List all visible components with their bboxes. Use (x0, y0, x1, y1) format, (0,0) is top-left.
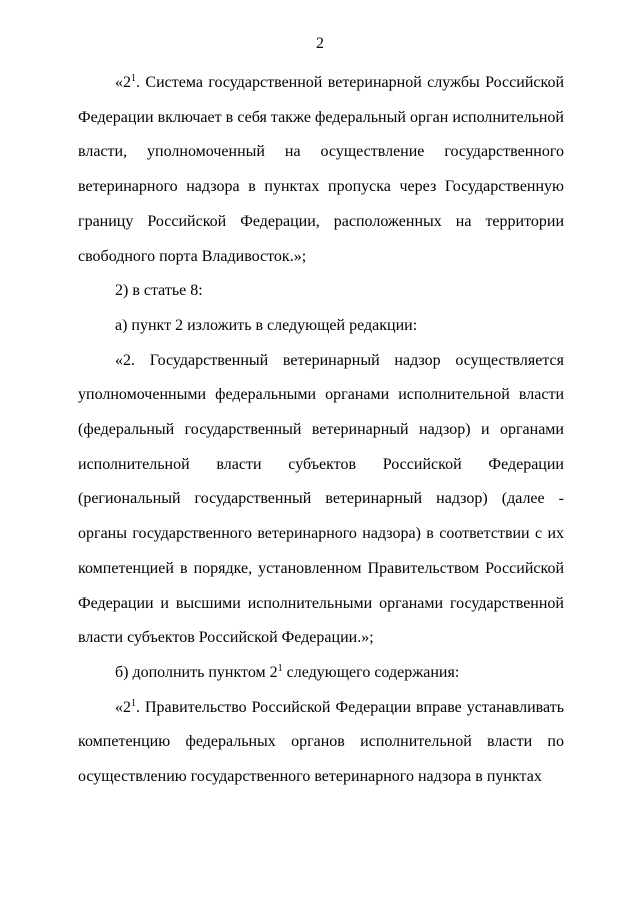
paragraph-text: . Правительство Российской Федерации вправе устанавливать компетенцию федеральных органов исполнительной власти по осуществлению государственного ветеринарного надзора в пунктах (78, 698, 564, 786)
paragraph-text: «2 (115, 74, 131, 91)
superscript: 1 (131, 697, 136, 709)
paragraph-text: б) дополнить пунктом 2 (115, 663, 278, 681)
superscript: 1 (131, 73, 136, 84)
paragraph-text: следующего содержания: (282, 663, 460, 681)
superscript: 1 (277, 662, 283, 674)
paragraph-point-2: «2. Государственный ветеринарный надзор осуществляется уполномоченными федеральными органами исполнительной власти (федеральный государственный ветеринарный надзор) и органами исполнительной власти субъектов Российской Федерации (региональный государственный ветеринарный надзор) (далее - органы государственного ветеринарного надзора) в соответствии с их компетенцией в порядке, установленном Правительством Российской Федерации и высшими исполнительными органами государственной власти субъектов Российской Федерации.»; (78, 351, 564, 647)
document-body (78, 66, 564, 795)
paragraph-text: «2 (115, 698, 131, 716)
paragraph-article-2-1 (78, 66, 564, 274)
paragraph-item-2: 2) в статье 8: (115, 282, 203, 300)
paragraph-point-2-1 (78, 691, 564, 795)
paragraph-subitem-a: а) пункт 2 изложить в следующей редакции: (115, 316, 418, 334)
paragraph-text: . Система государственной ветеринарной службы Российской Федерации включает в себя также федеральный орган исполнительной власти, уполномоченный на осуществление государственного ветеринарного надзора в пунктах пропуска через Государственную границу Российской Федерации, расположенных на территории свободного порта Владивосток.»; (78, 74, 564, 265)
paragraph-subitem-b (78, 656, 564, 691)
page-number: 2 (316, 35, 324, 52)
